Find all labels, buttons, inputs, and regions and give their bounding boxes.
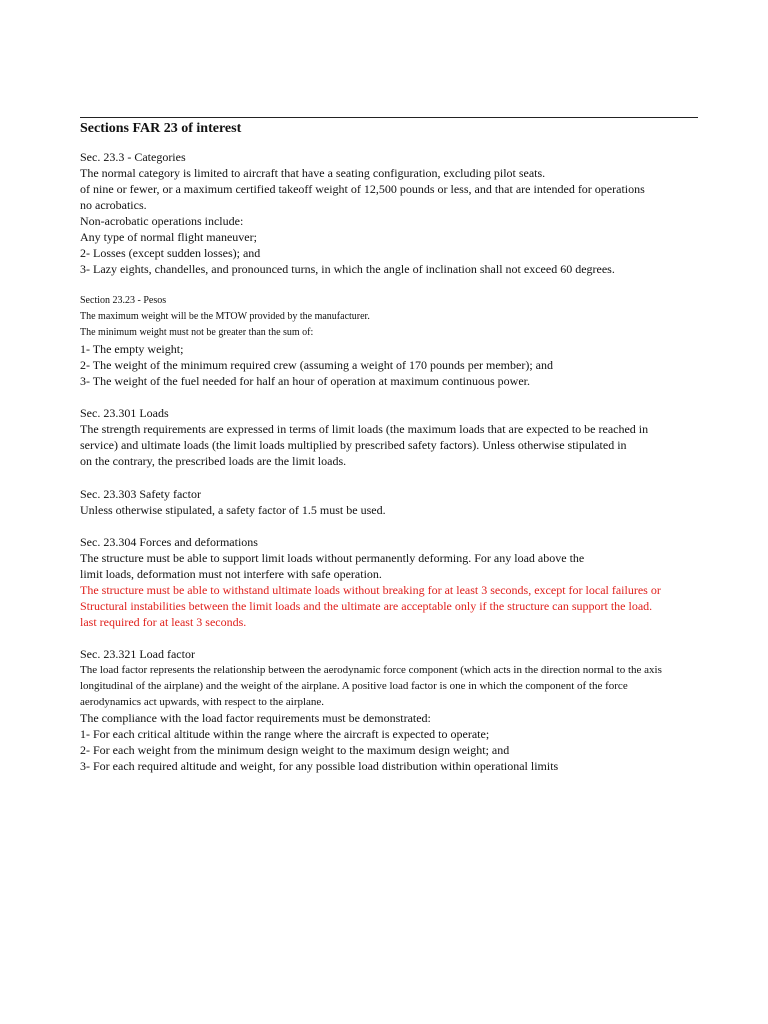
paragraph-line: Non-acrobatic operations include:	[80, 214, 244, 228]
paragraph-line: The minimum weight must not be greater than the sum of:	[80, 327, 314, 338]
highlighted-line: last required for at least 3 seconds.	[80, 615, 247, 629]
section-heading-23-321: Sec. 23.321 Load factor	[80, 647, 195, 661]
section-heading-23-23: Section 23.23 - Pesos	[80, 295, 167, 306]
section-heading-23-304: Sec. 23.304 Forces and deformations	[80, 535, 258, 549]
list-item: 2- The weight of the minimum required crew (assuming a weight of 170 pounds per member); and	[80, 358, 553, 372]
highlighted-line: Structural instabilities between the limit loads and the ultimate are acceptable only if the structure can support the load.	[80, 599, 653, 613]
list-item: Any type of normal flight maneuver;	[80, 230, 257, 244]
list-item: 3- For each required altitude and weight, for any possible load distribution within operational limits	[80, 759, 559, 773]
top-rule	[80, 117, 698, 118]
paragraph-line: no acrobatics.	[80, 198, 147, 212]
paragraph-line: Unless otherwise stipulated, a safety factor of 1.5 must be used.	[80, 503, 386, 517]
paragraph-line: on the contrary, the prescribed loads are the limit loads.	[80, 454, 347, 468]
list-item: 1- The empty weight;	[80, 342, 184, 356]
paragraph-line: of nine or fewer, or a maximum certified takeoff weight of 12,500 pounds or less, and that are intended for operations	[80, 182, 645, 196]
section-heading-23-303: Sec. 23.303 Safety factor	[80, 487, 201, 501]
section-heading-23-301: Sec. 23.301 Loads	[80, 406, 169, 420]
list-item: 2- Losses (except sudden losses); and	[80, 246, 261, 260]
paragraph-line: The load factor represents the relationship between the aerodynamic force component (which acts in the direction normal to the axis	[80, 664, 662, 676]
paragraph-line: service) and ultimate loads (the limit loads multiplied by prescribed safety factors). Unless otherwise stipulated in	[80, 438, 627, 452]
paragraph-line: The normal category is limited to aircraft that have a seating configuration, excluding pilot seats.	[80, 166, 546, 180]
list-item: 3- Lazy eights, chandelles, and pronounced turns, in which the angle of inclination shall not exceed 60 degrees.	[80, 262, 615, 276]
paragraph-line: The maximum weight will be the MTOW provided by the manufacturer.	[80, 311, 370, 322]
paragraph-line: limit loads, deformation must not interfere with safe operation.	[80, 567, 382, 581]
paragraph-line: The compliance with the load factor requirements must be demonstrated:	[80, 711, 431, 725]
list-item: 1- For each critical altitude within the range where the aircraft is expected to operate;	[80, 727, 490, 741]
list-item: 3- The weight of the fuel needed for half an hour of operation at maximum continuous power.	[80, 374, 530, 388]
highlighted-line: The structure must be able to withstand ultimate loads without breaking for at least 3 seconds, except for local failures or	[80, 583, 661, 597]
list-item: 2- For each weight from the minimum design weight to the maximum design weight; and	[80, 743, 510, 757]
paragraph-line: longitudinal of the airplane) and the weight of the airplane. A positive load factor is one in which the component of the force	[80, 680, 628, 692]
paragraph-line: The structure must be able to support limit loads without permanently deforming. For any load above the	[80, 551, 585, 565]
document-title: Sections FAR 23 of interest	[80, 121, 242, 136]
paragraph-line: aerodynamics act upwards, with respect to the airplane.	[80, 696, 325, 708]
paragraph-line: The strength requirements are expressed in terms of limit loads (the maximum loads that are expected to be reached in	[80, 422, 649, 436]
section-heading-23-3: Sec. 23.3 - Categories	[80, 150, 186, 164]
